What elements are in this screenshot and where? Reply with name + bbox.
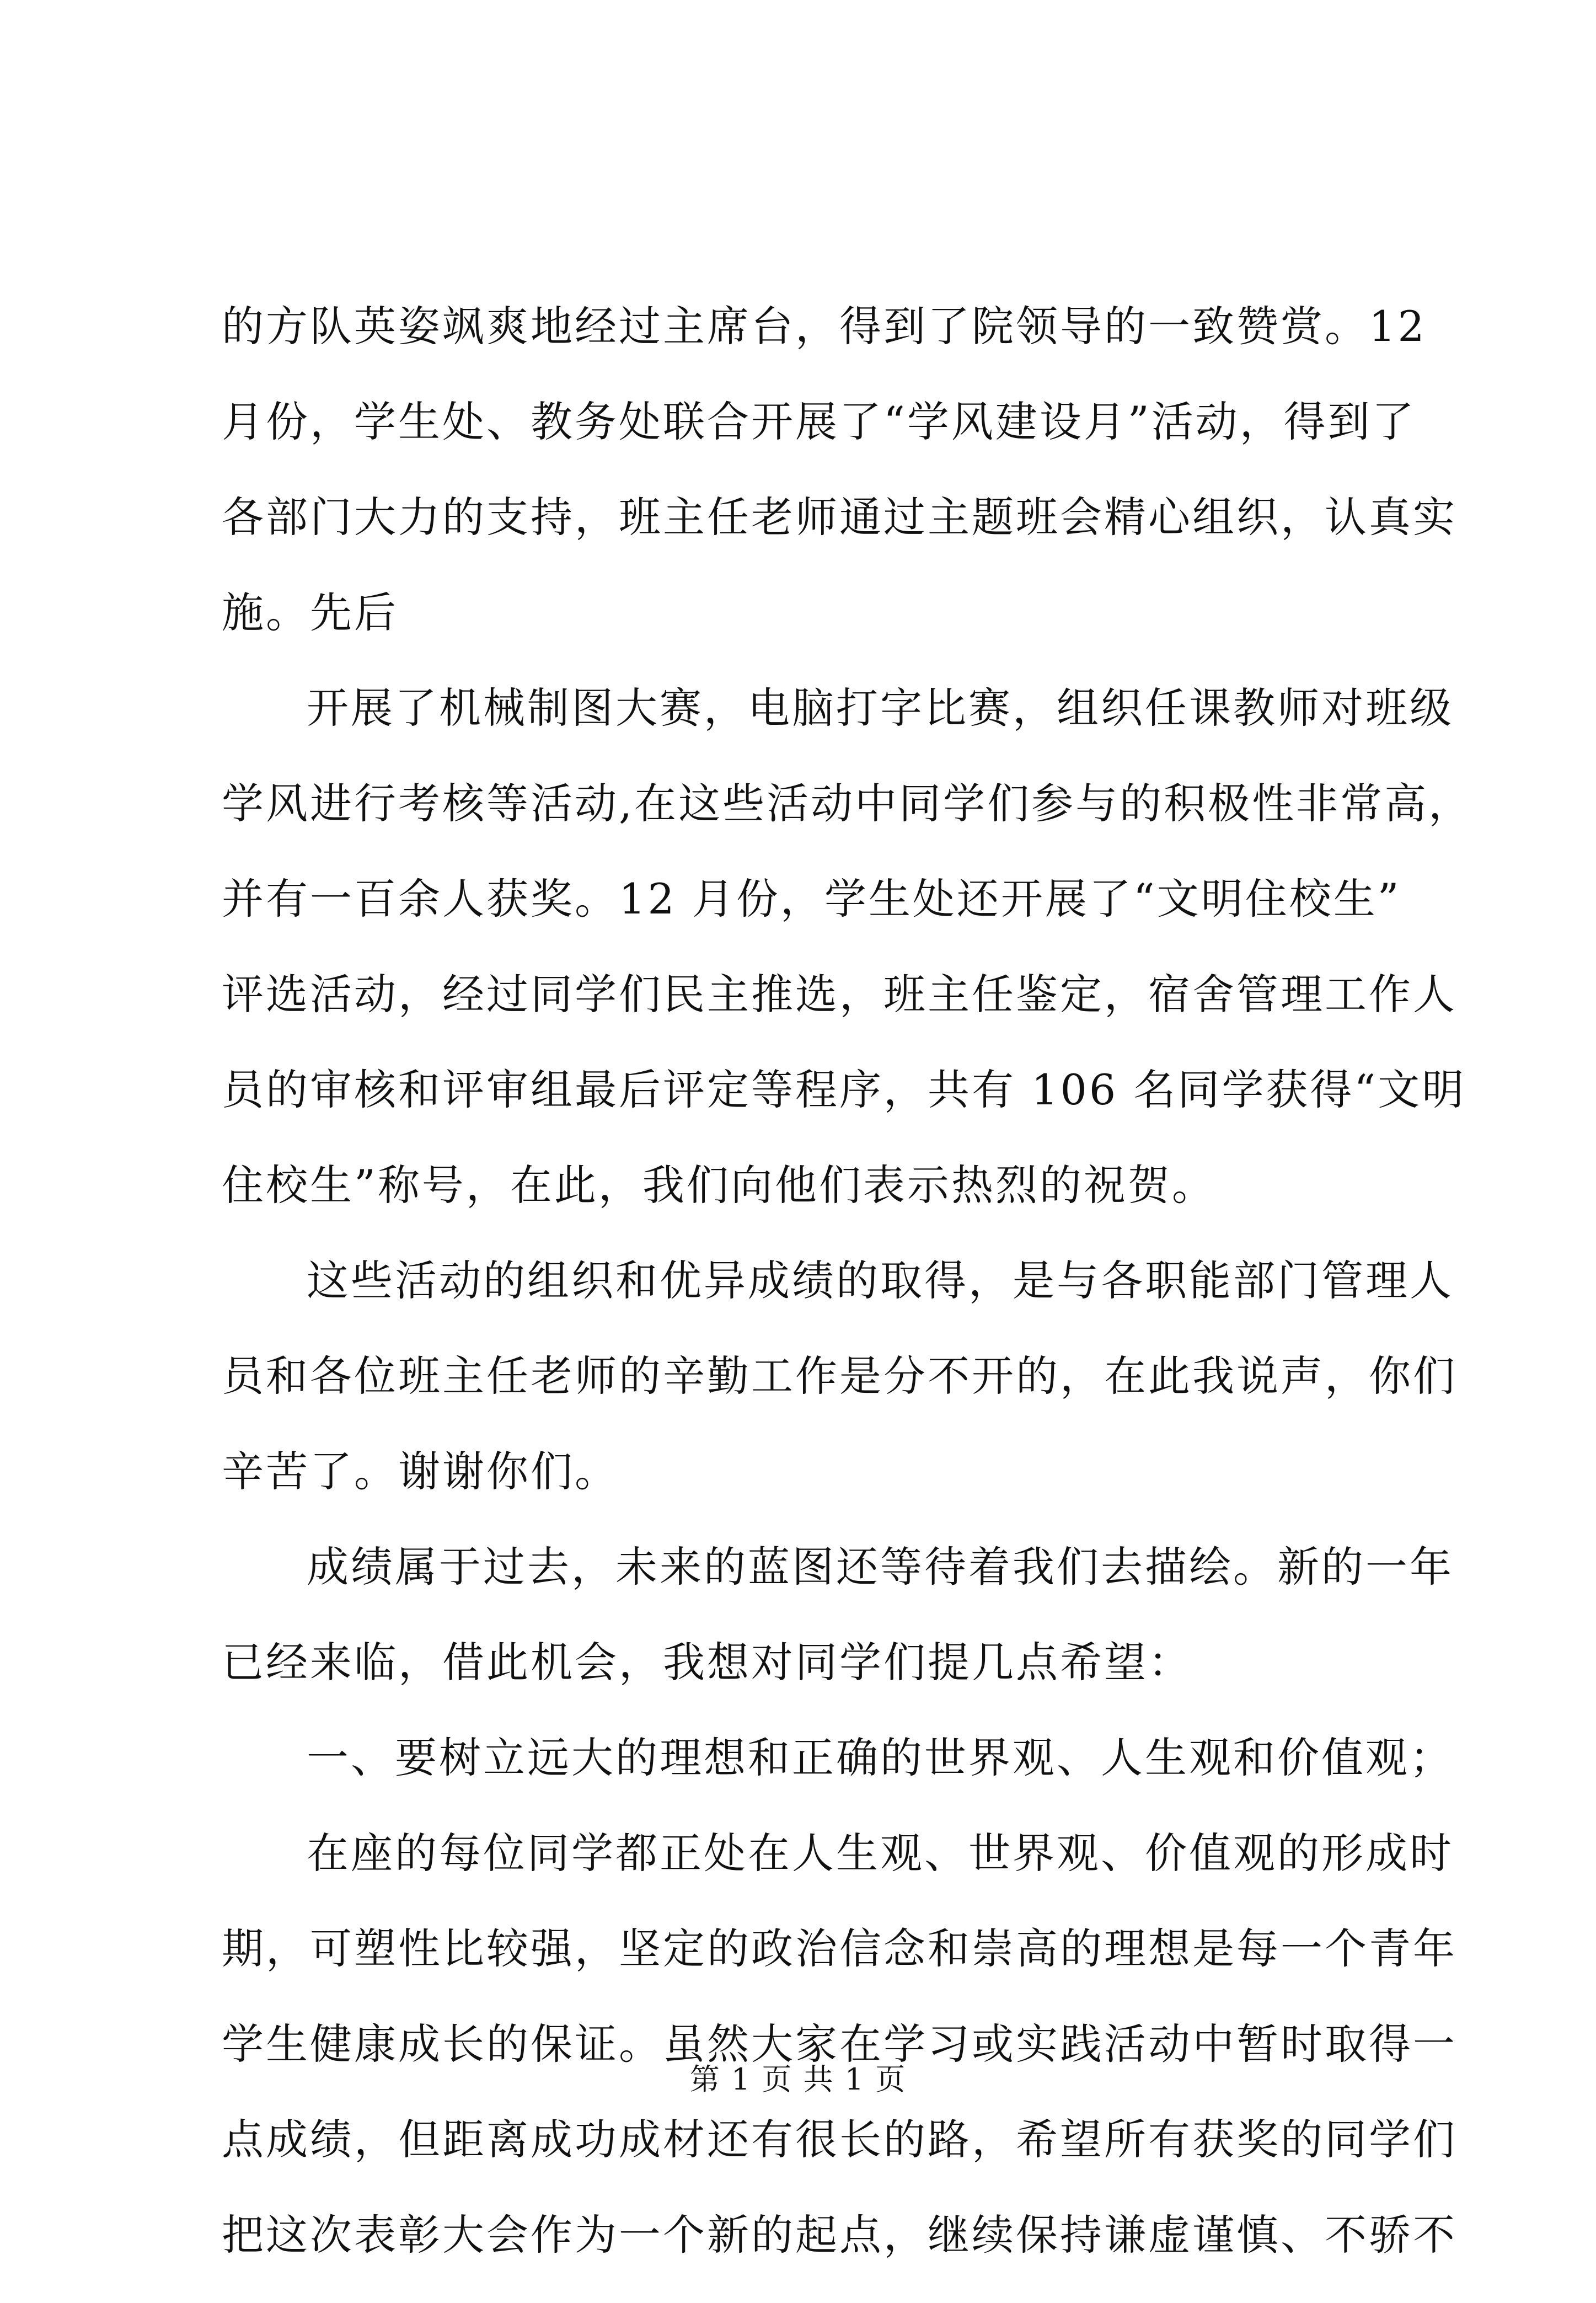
text-line: 一、要树立远大的理想和正确的世界观、人生观和价值观； xyxy=(307,1733,1454,1782)
text-line: 员和各位班主任老师的辛勤工作是分不开的，在此我说声，你们 xyxy=(222,1351,1457,1401)
text-line: 成绩属于过去，未来的蓝图还等待着我们去描绘。新的一年 xyxy=(307,1542,1454,1591)
text-line: 学风进行考核等活动,在这些活动中同学们参与的积极性非常高， xyxy=(222,779,1473,828)
text-line: 施。先后 xyxy=(222,588,398,637)
text-line: 的方队英姿飒爽地经过主席台，得到了院领导的一致赞赏。12 xyxy=(222,302,1427,351)
text-line: 把这次表彰大会作为一个新的起点，继续保持谦虚谨慎、不骄不 xyxy=(222,2210,1457,2259)
text-line: 辛苦了。谢谢你们。 xyxy=(222,1447,619,1496)
text-line: 月份，学生处、教务处联合开展了“学风建设月”活动，得到了 xyxy=(222,397,1416,446)
text-line: 点成绩，但距离成功成材还有很长的路，希望所有获奖的同学们 xyxy=(222,2115,1457,2164)
text-line: 学生健康成长的保证。虽然大家在学习或实践活动中暂时取得一 xyxy=(222,2019,1457,2069)
text-line: 各部门大力的支持，班主任老师通过主题班会精心组织，认真实 xyxy=(222,493,1457,542)
page-footer: 第 1 页 共 1 页 xyxy=(689,2062,907,2097)
text-line: 员的审核和评审组最后评定等程序，共有 106 名同学获得“文明 xyxy=(222,1065,1466,1114)
text-line: 并有一百余人获奖。12 月份，学生处还开展了“文明住校生” xyxy=(222,874,1401,923)
text-line: 评选活动，经过同学们民主推选，班主任鉴定，宿舍管理工作人 xyxy=(222,970,1457,1019)
text-line: 住校生”称号，在此，我们向他们表示热烈的祝贺。 xyxy=(222,1161,1216,1210)
text-line: 开展了机械制图大赛，电脑打字比赛，组织任课教师对班级 xyxy=(307,683,1454,733)
text-line: 在座的每位同学都正处在人生观、世界观、价值观的形成时 xyxy=(307,1829,1454,1878)
text-line: 这些活动的组织和优异成绩的取得，是与各职能部门管理人 xyxy=(307,1256,1454,1305)
text-line: 已经来临，借此机会，我想对同学们提几点希望： xyxy=(222,1638,1192,1687)
body-text xyxy=(222,299,1473,2303)
text-line: 期，可塑性比较强，坚定的政治信念和崇高的理想是每一个青年 xyxy=(222,1924,1457,1973)
